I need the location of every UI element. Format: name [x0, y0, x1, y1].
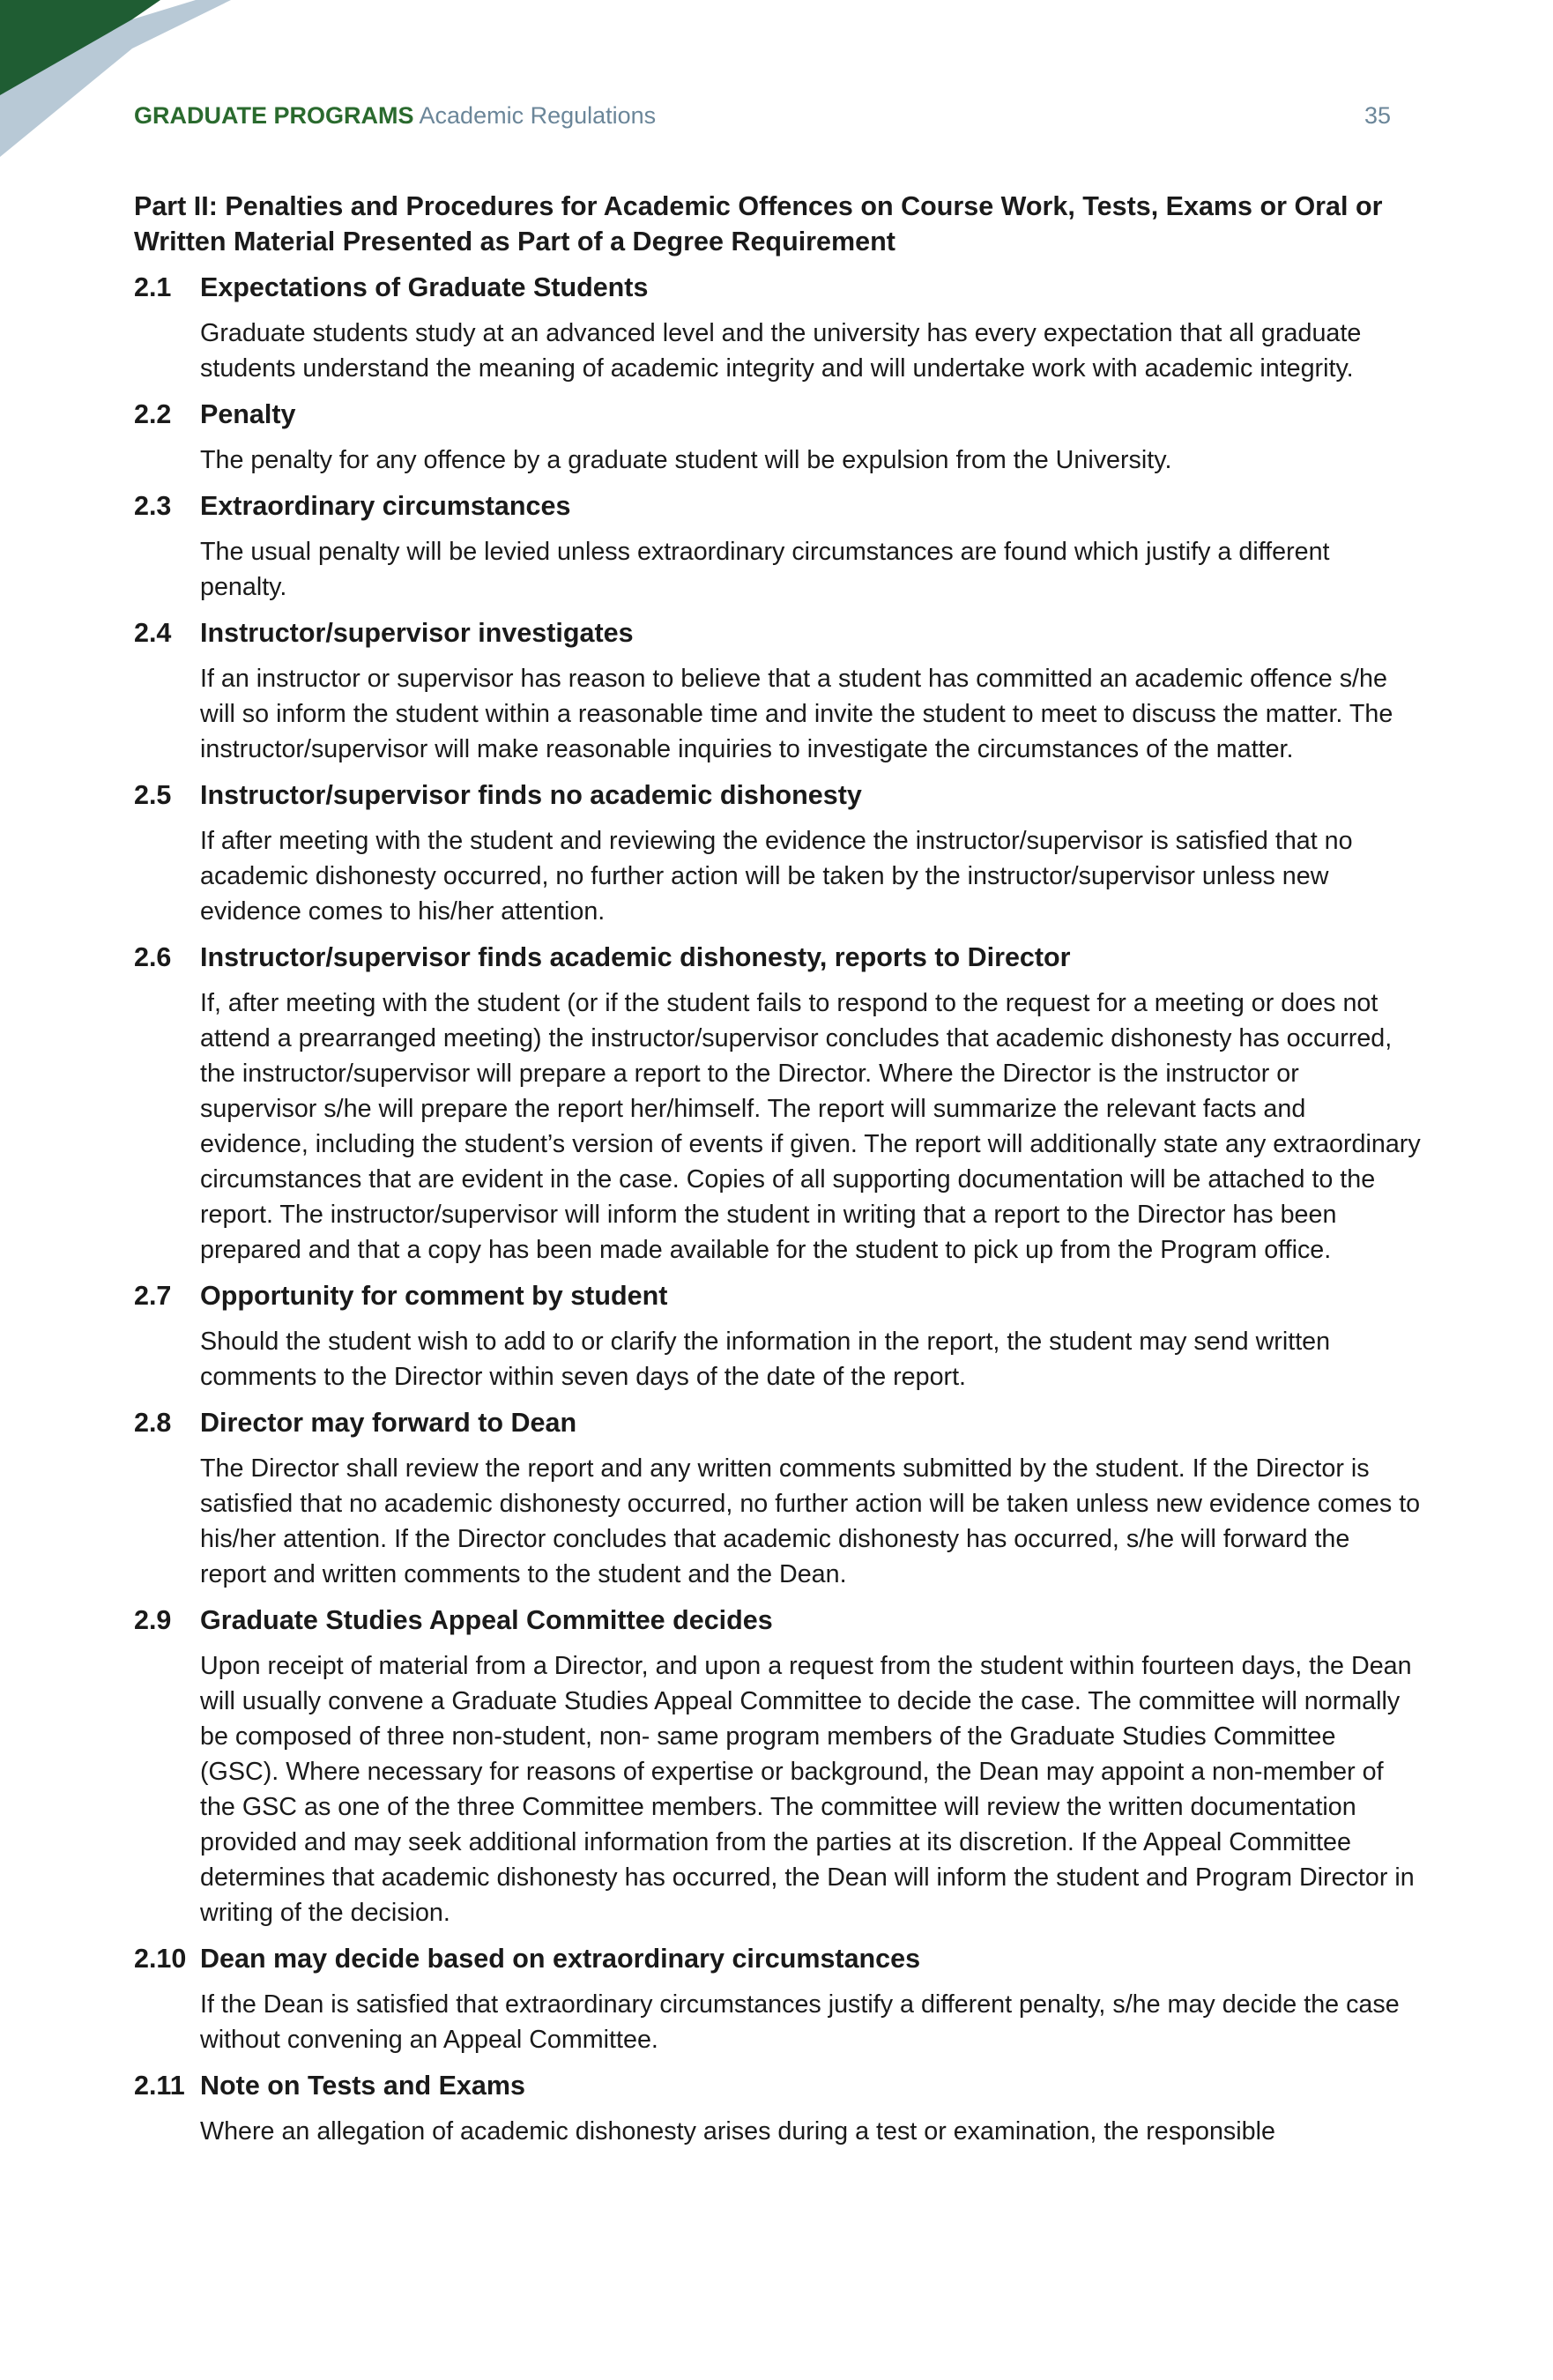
section-title: Instructor/supervisor finds no academic dishonesty — [200, 780, 862, 810]
section-number: 2.2 — [134, 399, 172, 429]
section-body: If the Dean is satisfied that extraordinary circumstances justify a different penalty, s/he may decide the case without convening an Appeal Committee. — [200, 1990, 1400, 2054]
section-2-4 — [134, 615, 1421, 767]
section-heading — [134, 2068, 1421, 2103]
header-section-name: Academic Regulations — [419, 102, 657, 129]
section-number: 2.10 — [134, 1944, 187, 1974]
section-title: Opportunity for comment by student — [200, 1281, 668, 1311]
section-body: Graduate students study at an advanced level and the university has every expectation that all graduate students understand the meaning of academic integrity and will undertake work with academic integrity. — [200, 319, 1362, 383]
section-heading — [134, 777, 1421, 813]
section-heading — [134, 1278, 1421, 1313]
section-body: The usual penalty will be levied unless extraordinary circumstances are found which justify a different penalty. — [200, 538, 1330, 601]
section-2-3 — [134, 488, 1421, 605]
section-number: 2.9 — [134, 1605, 172, 1635]
section-number: 2.11 — [134, 2071, 185, 2101]
running-header — [134, 100, 1391, 130]
section-2-5 — [134, 777, 1421, 929]
section-2-7 — [134, 1278, 1421, 1395]
section-title: Extraordinary circumstances — [200, 491, 571, 521]
section-title: Note on Tests and Exams — [200, 2071, 525, 2101]
section-body: Should the student wish to add to or clarify the information in the report, the student may send written comments to the Director within seven days of the date of the report. — [200, 1328, 1331, 1391]
section-2-10 — [134, 1941, 1421, 2057]
section-body: Upon receipt of material from a Director, and upon a request from the student within fourteen days, the Dean will usually convene a Graduate Studies Appeal Committee to decide the case. The committee will normally be composed of three non-student, non- same program members of the Graduate Studies Committee (GSC). Where necessary for reasons of expertise or background, the Dean may appoint a non-member of the GSC as one of the three Committee members. The committee will review the written documentation provided and may seek additional information from the parties at its discretion. If the Appeal Committee determines that academic dishonesty has occurred, the Dean will inform the student and Program Director in writing of the decision. — [200, 1652, 1415, 1927]
section-title: Penalty — [200, 399, 296, 429]
document-content — [134, 189, 1421, 2160]
section-heading — [134, 615, 1421, 651]
section-heading — [134, 1603, 1421, 1638]
section-number: 2.7 — [134, 1281, 172, 1311]
section-2-1 — [134, 270, 1421, 386]
section-number: 2.1 — [134, 272, 172, 302]
page-number: 35 — [1364, 102, 1391, 129]
section-number: 2.4 — [134, 618, 172, 648]
section-body: If after meeting with the student and reviewing the evidence the instructor/supervisor is satisfied that no academic dishonesty occurred, no further action will be taken by the instructor/supervisor unless new evidence comes to his/her attention. — [200, 827, 1353, 926]
section-2-8 — [134, 1405, 1421, 1592]
section-title: Instructor/supervisor investigates — [200, 618, 634, 648]
section-number: 2.6 — [134, 942, 172, 972]
section-heading — [134, 397, 1421, 432]
section-title: Instructor/supervisor finds academic dishonesty, reports to Director — [200, 942, 1071, 972]
part-title: Part II: Penalties and Procedures for Academic Offences on Course Work, Tests, Exams or Oral or Written Material Presented as Part of a Degree Requirement — [134, 191, 1383, 257]
section-number: 2.8 — [134, 1408, 172, 1438]
section-heading — [134, 1405, 1421, 1440]
section-body: The penalty for any offence by a graduate student will be expulsion from the University. — [200, 446, 1172, 474]
section-heading — [134, 270, 1421, 305]
corner-decoration — [0, 0, 264, 159]
header-program-name: GRADUATE PROGRAMS — [134, 102, 414, 129]
section-body: Where an allegation of academic dishonesty arises during a test or examination, the responsible — [200, 2117, 1275, 2146]
section-body: If an instructor or supervisor has reason to believe that a student has committed an academic offence s/he will so inform the student within a reasonable time and invite the student to meet to discuss the matter. The instructor/supervisor will make reasonable inquiries to investigate the circumstances of the matter. — [200, 665, 1393, 763]
section-title: Dean may decide based on extraordinary circumstances — [200, 1944, 921, 1974]
section-2-6 — [134, 940, 1421, 1268]
section-heading — [134, 1941, 1421, 1976]
section-number: 2.3 — [134, 491, 172, 521]
section-number: 2.5 — [134, 780, 172, 810]
section-body: The Director shall review the report and any written comments submitted by the student. If the Director is satisfied that no academic dishonesty occurred, no further action will be taken unless new evidence comes to his/her attention. If the Director concludes that academic dishonesty has occurred, s/he will forward the report and written comments to the student and the Dean. — [200, 1454, 1421, 1588]
section-title: Graduate Studies Appeal Committee decides — [200, 1605, 773, 1635]
section-heading — [134, 488, 1421, 524]
section-title: Director may forward to Dean — [200, 1408, 577, 1438]
section-2-9 — [134, 1603, 1421, 1930]
section-2-2 — [134, 397, 1421, 478]
section-heading — [134, 940, 1421, 975]
section-title: Expectations of Graduate Students — [200, 272, 649, 302]
section-body: If, after meeting with the student (or if the student fails to respond to the request for a meeting or does not attend a prearranged meeting) the instructor/supervisor concludes that academic dishonesty has occurred, the instructor/supervisor will prepare a report to the Director. Where the Director is the instructor or supervisor s/he will prepare the report her/himself. The report will summarize the relevant facts and evidence, including the student’s version of events if given. The report will additionally state any extraordinary circumstances that are evident in the case. Copies of all supporting documentation will be attached to the report. The instructor/supervisor will inform the student in writing that a report to the Director has been prepared and that a copy has been made available for the student to pick up from the Program office. — [200, 989, 1421, 1264]
section-2-11 — [134, 2068, 1421, 2149]
